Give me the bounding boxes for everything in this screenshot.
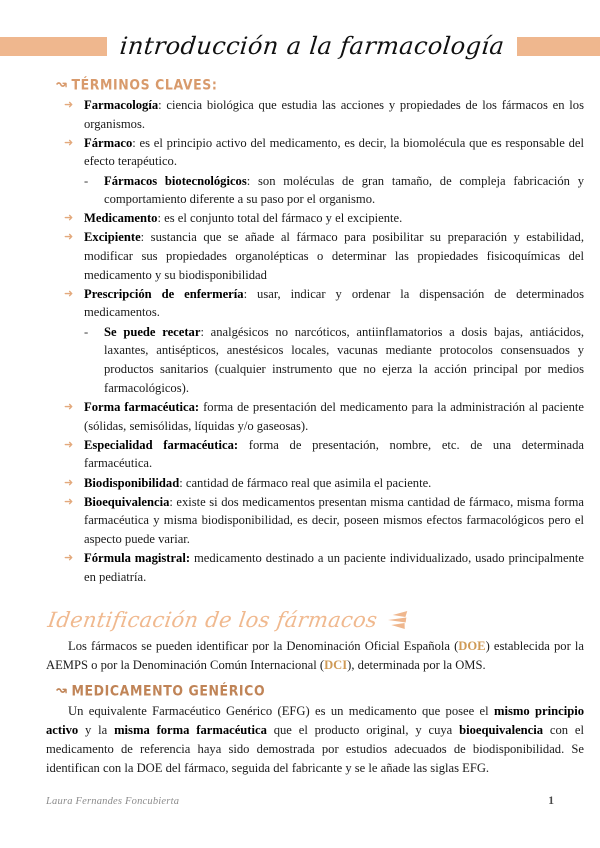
- paragraph-text-d: con el medicamento de referencia haya sido demostrada por estudios adecuados de biodisponibilidad. Se identifican con la DOE del fármaco, seguida del fabricante y se le añade las siglas EFG.: [46, 723, 584, 775]
- arrow-bullet-icon: ➜: [64, 552, 74, 565]
- term-label: Prescripción de enfermería: [84, 286, 244, 301]
- list-item: [62, 493, 584, 549]
- term-label: Bioequivalencia: [84, 494, 170, 509]
- arrow-bullet-icon: ➜: [64, 136, 74, 149]
- list-item: [62, 96, 584, 133]
- arrow-bullet-icon: ➜: [64, 212, 74, 225]
- dash-bullet-icon: -: [84, 173, 89, 188]
- arrow-bullet-icon: ➜: [64, 99, 74, 111]
- list-item: [82, 172, 584, 210]
- bold-misma-forma-farmaceutica: misma forma farmacéutica: [114, 723, 267, 738]
- bold-bioequivalencia: bioequivalencia: [459, 723, 544, 738]
- arrow-bullet-icon: ➜: [64, 495, 74, 508]
- list-item: [62, 436, 584, 473]
- paragraph-text-a: Un equivalente Farmacéutico Genérico (EFG) es un medicamento que posee el: [68, 704, 494, 719]
- terminos-list: [46, 96, 584, 586]
- list-item: [62, 549, 584, 586]
- list-item: [62, 285, 584, 322]
- list-item: [62, 209, 584, 228]
- sub-list-biotecnologicos: [82, 172, 584, 210]
- list-item: [62, 398, 584, 435]
- term-definition: forma de presentación, nombre, etc. de una determinada farmacéutica.: [84, 437, 584, 471]
- highlight-dci: DCI: [324, 658, 348, 673]
- leaf-ornament-icon: [384, 610, 409, 630]
- term-label: Fármacos biotecnológicos: [104, 173, 247, 188]
- term-definition: : es el conjunto total del fármaco y el excipiente.: [157, 211, 403, 226]
- term-definition: : cantidad de fármaco real que asimila el paciente.: [179, 475, 432, 490]
- section-heading-label: TÉRMINOS CLAVES:: [71, 76, 218, 93]
- dash-bullet-icon: -: [84, 324, 89, 339]
- paragraph-text-b: y la: [78, 723, 115, 738]
- list-item: [82, 323, 584, 399]
- bold-mismo-principio-activo: mismo principio activo: [46, 704, 584, 738]
- header-accent-bar-right: [517, 37, 600, 56]
- section-heading-label: Identificación de los fármacos: [46, 608, 379, 633]
- term-label: Especialidad farmacéutica:: [84, 437, 239, 452]
- footer-page-number: 1: [548, 795, 554, 807]
- arrow-bullet-icon: ➜: [64, 476, 74, 489]
- paragraph-text-part2: ) establecida por la AEMPS o por la Denominación Común Internacional (: [46, 639, 584, 673]
- term-label: Farmacología: [84, 98, 159, 112]
- list-item: [62, 474, 584, 493]
- footer-author: Laura Fernandes Foncubierta: [46, 796, 180, 807]
- term-label: Biodisponibilidad: [84, 475, 180, 490]
- highlight-doe: DOE: [458, 639, 486, 654]
- section-heading-identificacion: [46, 608, 585, 632]
- section-heading-medicamento-generico: [56, 682, 584, 699]
- term-definition: : es el principio activo del medicamento, es decir, la biomolécula que es responsable del efecto terapéutico.: [84, 135, 584, 169]
- document-header: [0, 0, 600, 66]
- header-accent-bar-left: [0, 37, 107, 56]
- arrow-bullet-icon: ➜: [64, 438, 74, 451]
- list-item: [62, 228, 584, 284]
- arrow-bullet-icon: ➜: [64, 231, 74, 244]
- sub-list-se-puede-recetar: [82, 323, 584, 399]
- term-definition: medicamento destinado a un paciente individualizado, usado principalmente en pediatría.: [84, 551, 584, 584]
- term-label: Se puede recetar: [104, 324, 201, 339]
- term-label: Fármaco: [84, 135, 133, 150]
- page-title: introducción a la farmacología: [118, 32, 507, 60]
- term-definition: : son moléculas de gran tamaño, de compleja fabricación y comportamiento diferente a su paso por el organismo.: [104, 173, 585, 207]
- squiggle-arrow-icon: ↝: [56, 682, 68, 700]
- identificacion-paragraph: [46, 637, 584, 675]
- paragraph-text-part1: Los fármacos se pueden identificar por la Denominación Oficial Española (: [68, 639, 459, 654]
- term-label: Excipiente: [84, 230, 141, 245]
- term-definition: forma de presentación del medicamento para la administración al paciente (sólidas, semisólidas, líquidas y/o gaseosas).: [84, 400, 584, 433]
- arrow-bullet-icon: ➜: [64, 401, 74, 414]
- term-definition: : sustancia que se añade al fármaco para posibilitar su preparación y estabilidad, modificar sus propiedades organolépticas o determinar las propiedades fisicoquímicas del medicamento y su biodisponibilidad: [84, 230, 584, 282]
- section-heading-label: MEDICAMENTO GENÉRICO: [71, 682, 266, 700]
- squiggle-arrow-icon: ↝: [56, 76, 68, 93]
- generico-paragraph: [46, 702, 584, 778]
- arrow-bullet-icon: ➜: [64, 287, 74, 300]
- term-definition: : usar, indicar y ordenar la dispensación de determinados medicamentos.: [84, 286, 584, 320]
- document-content: [46, 78, 584, 780]
- term-label: Medicamento: [84, 211, 158, 226]
- page-footer: [46, 795, 554, 807]
- term-label: Fórmula magistral:: [84, 551, 191, 566]
- term-definition: : ciencia biológica que estudia las acciones y propiedades de los fármacos en los organismos.: [84, 98, 584, 131]
- term-label: Forma farmacéutica:: [84, 400, 200, 415]
- term-definition: : existe si dos medicamentos presentan misma cantidad de fármaco, misma forma farmacéutica y misma biodisponibilidad, es decir, poseen mismos efectos farmacológicos pero el aspecto puede variar.: [84, 494, 584, 546]
- section-heading-terminos-claves: [56, 76, 584, 93]
- paragraph-text-c: que el producto original, y cuya: [266, 723, 460, 738]
- list-item: [62, 134, 584, 171]
- paragraph-text-part3: ), determinada por la OMS.: [347, 658, 486, 673]
- term-definition: : analgésicos no narcóticos, antiinflamatorios a dosis bajas, antiácidos, laxantes, antisépticos, anestésicos locales, vacunas mediante protocolos consensuados y productos sanitarios (cualquier instrumento que no ejerza la acción principal por medios farmacológicos).: [104, 324, 584, 396]
